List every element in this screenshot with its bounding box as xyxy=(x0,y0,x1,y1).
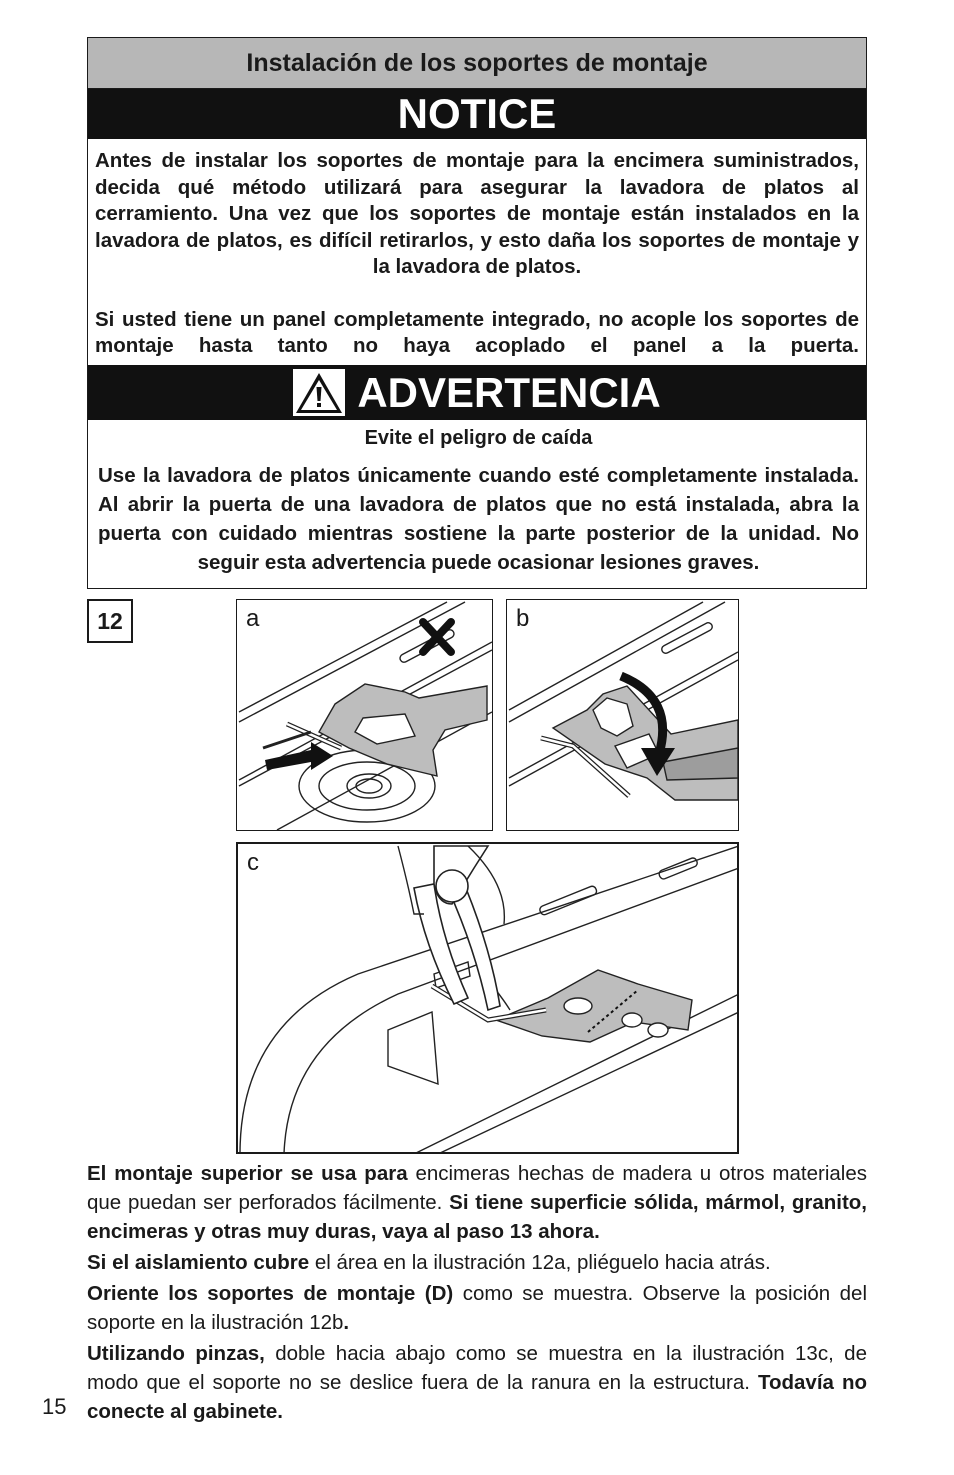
instruction-paragraph xyxy=(87,1159,867,1246)
instructions-text xyxy=(87,1159,867,1426)
notice-warning-box xyxy=(87,37,867,589)
instruction-paragraph xyxy=(87,1248,867,1277)
illustration-12 xyxy=(236,599,739,1154)
instruction-bold: . xyxy=(343,1311,350,1334)
bracket-orientation-drawing xyxy=(507,600,739,831)
instruction-paragraph xyxy=(87,1339,867,1426)
illustration-panel-c xyxy=(236,842,739,1154)
notice-body xyxy=(88,139,866,360)
warning-subtitle: Evite el peligro de caída xyxy=(364,427,593,449)
instruction-bold: Si el aislamiento cubre xyxy=(87,1251,310,1274)
instruction-text: encimeras hechas de madera u otros materiales que puedan ser perforados fácilmente. xyxy=(87,1162,867,1214)
warning-label: ADVERTENCIA xyxy=(357,368,661,416)
instruction-text: como se muestra. Observe la posición del soporte en la ilustración 12b xyxy=(87,1282,867,1334)
warning-banner xyxy=(88,365,866,420)
panel-label-b: b xyxy=(516,605,530,632)
page-number: 15 xyxy=(42,1394,67,1419)
instruction-paragraph xyxy=(87,1279,867,1337)
instruction-bold: Utilizando pinzas, xyxy=(87,1342,265,1365)
illustration-panel-b xyxy=(506,599,739,831)
instruction-bold: El montaje superior se usa para xyxy=(87,1162,408,1185)
notice-paragraph-1: Antes de instalar los soportes de montaje para la encimera suministrados, decida qué método utilizará para asegurar la lavadora de platos al cerramiento. Una vez que los soportes de montaje están instalados en la lavadora de platos, es difícil retirarlos, y esto daña los soportes de montaje y la lavadora de platos. xyxy=(95,149,859,278)
illustration-panel-a xyxy=(236,599,493,831)
pliers-bending-drawing xyxy=(238,844,739,1154)
instruction-bold: Si tiene superficie sólida, mármol, granito, encimeras y otras muy duras, vaya al paso 13 ahora. xyxy=(87,1191,867,1243)
bracket-insertion-drawing xyxy=(237,600,493,831)
warning-text: Use la lavadora de platos únicamente cuando esté completamente instalada. Al abrir la puerta de una lavadora de platos que no está instalada, abra la puerta con cuidado mientras sostiene la parte posterior de la unidad. No seguir esta advertencia puede ocasionar lesiones graves. xyxy=(98,464,859,574)
warning-triangle-icon xyxy=(293,369,345,416)
instruction-bold: Oriente los soportes de montaje (D) xyxy=(87,1282,454,1305)
step-number: 12 xyxy=(87,599,133,643)
panel-label-a: a xyxy=(246,605,260,632)
notice-banner: NOTICE xyxy=(88,89,866,139)
instruction-bold: Todavía no conecte al gabinete. xyxy=(87,1371,867,1423)
warning-body xyxy=(98,424,859,577)
section-title: Instalación de los soportes de montaje xyxy=(88,38,866,89)
notice-paragraph-2: Si usted tiene un panel completamente integrado, no acople los soportes de montaje hasta tanto no haya acoplado el panel a la puerta. xyxy=(95,307,859,357)
instruction-text: doble hacia abajo como se muestra en la ilustración 13c, de modo que el soporte no se deslice fuera de la ranura en la estructura. xyxy=(87,1342,867,1394)
instruction-text: el área en la ilustración 12a, pliéguelo hacia atrás. xyxy=(309,1251,771,1274)
panel-label-c: c xyxy=(247,849,259,876)
